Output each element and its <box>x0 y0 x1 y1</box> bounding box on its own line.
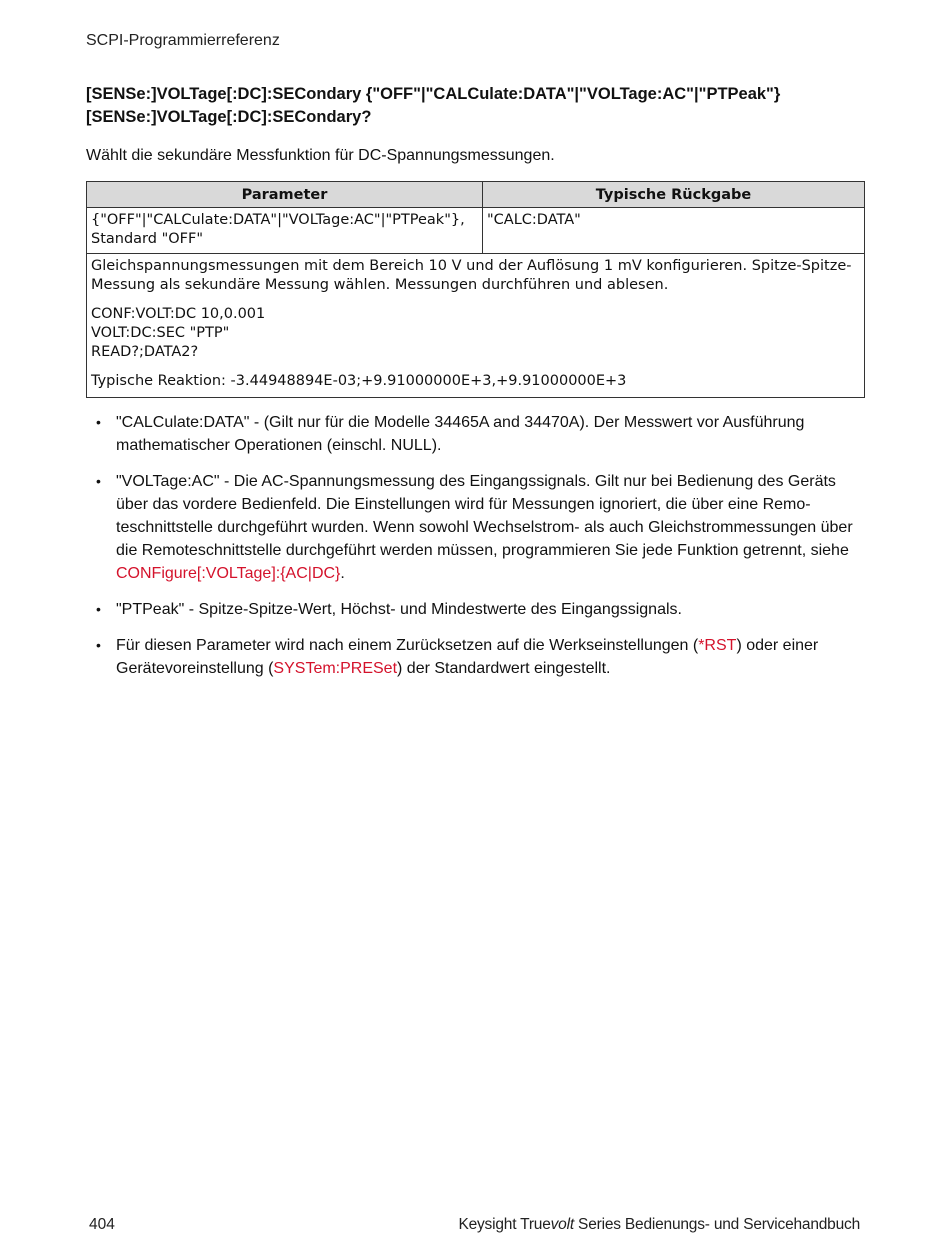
header-typical-return: Typische Rückgabe <box>483 182 865 208</box>
footer-title-part: Series Bedienungs- und Servicehandbuch <box>573 1216 860 1233</box>
list-item <box>96 634 866 680</box>
parameter-values: {"OFF"|"CALCulate:DATA"|"VOLTage:AC"|"PTPeak"}, <box>91 212 465 228</box>
running-head: SCPI-Programmierreferenz <box>86 32 280 49</box>
page-number: 404 <box>89 1216 115 1233</box>
list-item <box>96 598 866 621</box>
bullet-text-part: ) der Standardwert eingestellt. <box>397 660 611 677</box>
parameter-table <box>86 181 865 398</box>
list-item <box>96 470 866 585</box>
code-line: VOLT:DC:SEC "PTP" <box>91 325 230 341</box>
example-code <box>91 305 860 362</box>
table-header-row <box>87 182 865 208</box>
bullet-text-end: . <box>340 565 345 582</box>
example-row <box>87 254 865 398</box>
parameter-default: Standard "OFF" <box>91 231 204 247</box>
command-syntax <box>86 83 876 129</box>
link-system-preset[interactable]: SYSTem:PRESet <box>273 660 398 677</box>
bullet-icon: • <box>96 414 101 430</box>
header-parameter: Parameter <box>87 182 483 208</box>
example-cell <box>87 254 865 398</box>
bullet-icon: • <box>96 473 101 489</box>
bullet-icon: • <box>96 601 101 617</box>
parameter-cell <box>87 208 483 254</box>
bullet-text-body: "VOLTage:AC" - Die AC-Spannungsmessung des Eingangssignals. Gilt nur bei Bedienung des Geräts über das vordere Bedienfeld. Die Einstellungen wird für Messungen ignoriert, die über eine Remo-teschnittstelle durchgeführt wurden. Wenn sowohl Wechselstrom- als auch Gleichstrommessungen über die Remoteschnittstelle durchgeführt werden müssen, programmieren Sie jede Funktion getrennt, siehe <box>116 473 853 559</box>
set-command-syntax: [SENSe:]VOLTage[:DC]:SECondary {"OFF"|"CALCulate:DATA"|"VOLTage:AC"|"PTPeak"} <box>86 85 781 103</box>
example-text: Gleichspannungsmessungen mit dem Bereich 10 V und der Auflösung 1 mV konfigurieren. Spitze-Spitze-Messung als sekundäre Messung wählen. Messungen durchführen und ablesen. <box>91 258 852 293</box>
query-command-syntax: [SENSe:]VOLTage[:DC]:SECondary? <box>86 108 372 126</box>
bullet-text-part: ) oder einer Gerätevoreinstellung ( <box>116 637 819 677</box>
code-line: READ?;DATA2? <box>91 344 199 360</box>
footer-title-italic: volt <box>550 1216 574 1233</box>
command-description: Wählt die sekundäre Messfunktion für DC-Spannungsmessungen. <box>86 147 555 164</box>
link-rst[interactable]: *RST <box>698 637 737 654</box>
bullet-text <box>116 634 866 680</box>
bullet-text-part: Für diesen Parameter wird nach einem Zurücksetzen auf die Werkseinstellungen ( <box>116 637 699 654</box>
table-row <box>87 208 865 254</box>
code-line: CONF:VOLT:DC 10,0.001 <box>91 306 266 322</box>
typical-return-cell: "CALC:DATA" <box>483 208 865 254</box>
footer-title-part: Keysight True <box>458 1216 551 1233</box>
list-item <box>96 411 866 457</box>
link-configure-voltage[interactable]: CONFigure[:VOLTage]:{AC|DC} <box>116 565 341 582</box>
footer-title <box>458 1216 860 1234</box>
bullet-text: "PTPeak" - Spitze-Spitze-Wert, Höchst- und Mindestwerte des Eingangssignals. <box>116 601 682 618</box>
typical-reaction: Typische Reaktion: -3.44948894E-03;+9.91000000E+3,+9.91000000E+3 <box>91 373 627 389</box>
bullet-text: "CALCulate:DATA" - (Gilt nur für die Modelle 34465A and 34470A). Der Messwert vor Ausführung mathematischer Operationen (einschl. NULL). <box>116 414 805 454</box>
bullet-text <box>116 470 866 585</box>
bullet-list <box>96 411 866 693</box>
bullet-icon: • <box>96 637 101 653</box>
